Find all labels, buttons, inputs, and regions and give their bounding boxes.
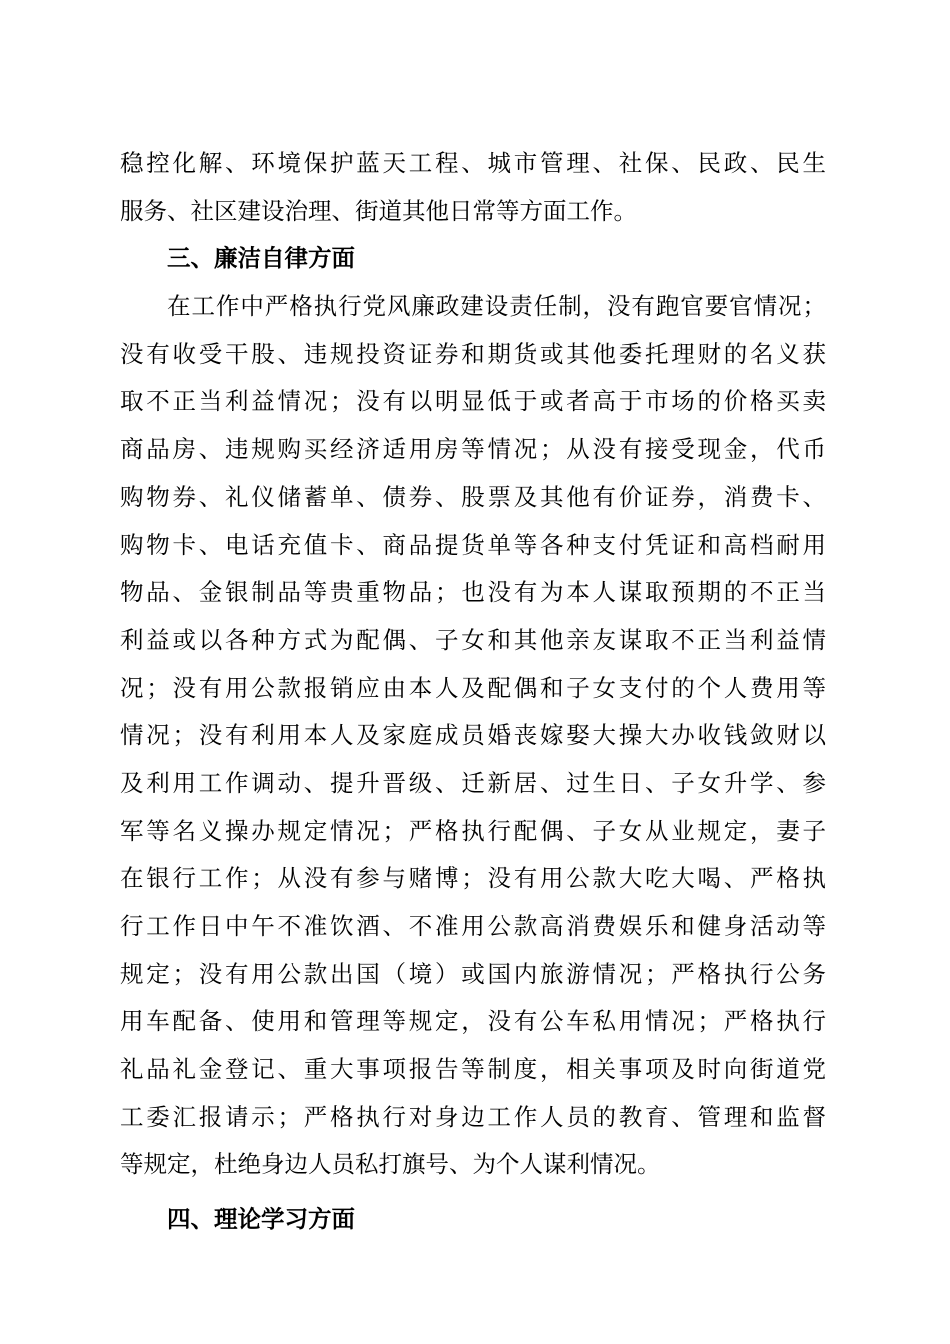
paragraph-line: 礼品礼金登记、重大事项报告等制度，相关事项及时向街道党	[120, 1055, 826, 1084]
intro-paragraph	[120, 140, 826, 235]
paragraph-line: 服务、社区建设治理、街道其他日常等方面工作。	[120, 196, 637, 225]
paragraph-line: 规定；没有用公款出国（境）或国内旅游情况；严格执行公务	[120, 959, 826, 988]
paragraph-line: 在银行工作；从没有参与赌博；没有用公款大吃大喝、严格执	[120, 864, 826, 893]
paragraph-line: 取不正当利益情况；没有以明显低于或者高于市场的价格买卖	[120, 387, 826, 416]
paragraph-line: 情况；没有利用本人及家庭成员婚丧嫁娶大操大办收钱敛财以	[120, 721, 826, 750]
paragraph-line: 在工作中严格执行党风廉政建设责任制，没有跑官要官情况；	[167, 292, 826, 321]
paragraph-line: 及利用工作调动、提升晋级、迁新居、过生日、子女升学、参	[120, 768, 826, 797]
section-3-paragraph	[120, 283, 826, 1189]
paragraph-line: 行工作日中午不准饮酒、不准用公款高消费娱乐和健身活动等	[120, 912, 826, 940]
paragraph-line: 没有收受干股、违规投资证券和期货或其他委托理财的名义获	[120, 339, 826, 368]
paragraph-line: 物品、金银制品等贵重物品；也没有为本人谋取预期的不正当	[120, 578, 826, 607]
paragraph-line: 军等名义操办规定情况；严格执行配偶、子女从业规定，妻子	[120, 816, 826, 845]
paragraph-line: 工委汇报请示；严格执行对身边工作人员的教育、管理和监督	[120, 1102, 826, 1131]
paragraph-line: 等规定，杜绝身边人员私打旗号、为个人谋利情况。	[120, 1150, 661, 1179]
paragraph-line: 商品房、违规购买经济适用房等情况；从没有接受现金，代币	[120, 435, 826, 464]
paragraph-line: 利益或以各种方式为配偶、子女和其他亲友谋取不正当利益情	[120, 625, 826, 654]
document-body	[120, 140, 826, 1244]
section-3-heading: 三、廉洁自律方面	[167, 244, 355, 273]
paragraph-line: 况；没有用公款报销应由本人及配偶和子女支付的个人费用等	[120, 673, 826, 702]
paragraph-line: 购物券、礼仪储蓄单、债券、股票及其他有价证券，消费卡、	[120, 482, 826, 511]
section-4-heading: 四、理论学习方面	[167, 1205, 355, 1234]
paragraph-line: 稳控化解、环境保护蓝天工程、城市管理、社保、民政、民生	[120, 149, 826, 177]
paragraph-line: 购物卡、电话充值卡、商品提货单等各种支付凭证和高档耐用	[120, 530, 826, 559]
paragraph-line: 用车配备、使用和管理等规定，没有公车私用情况；严格执行	[120, 1007, 826, 1036]
